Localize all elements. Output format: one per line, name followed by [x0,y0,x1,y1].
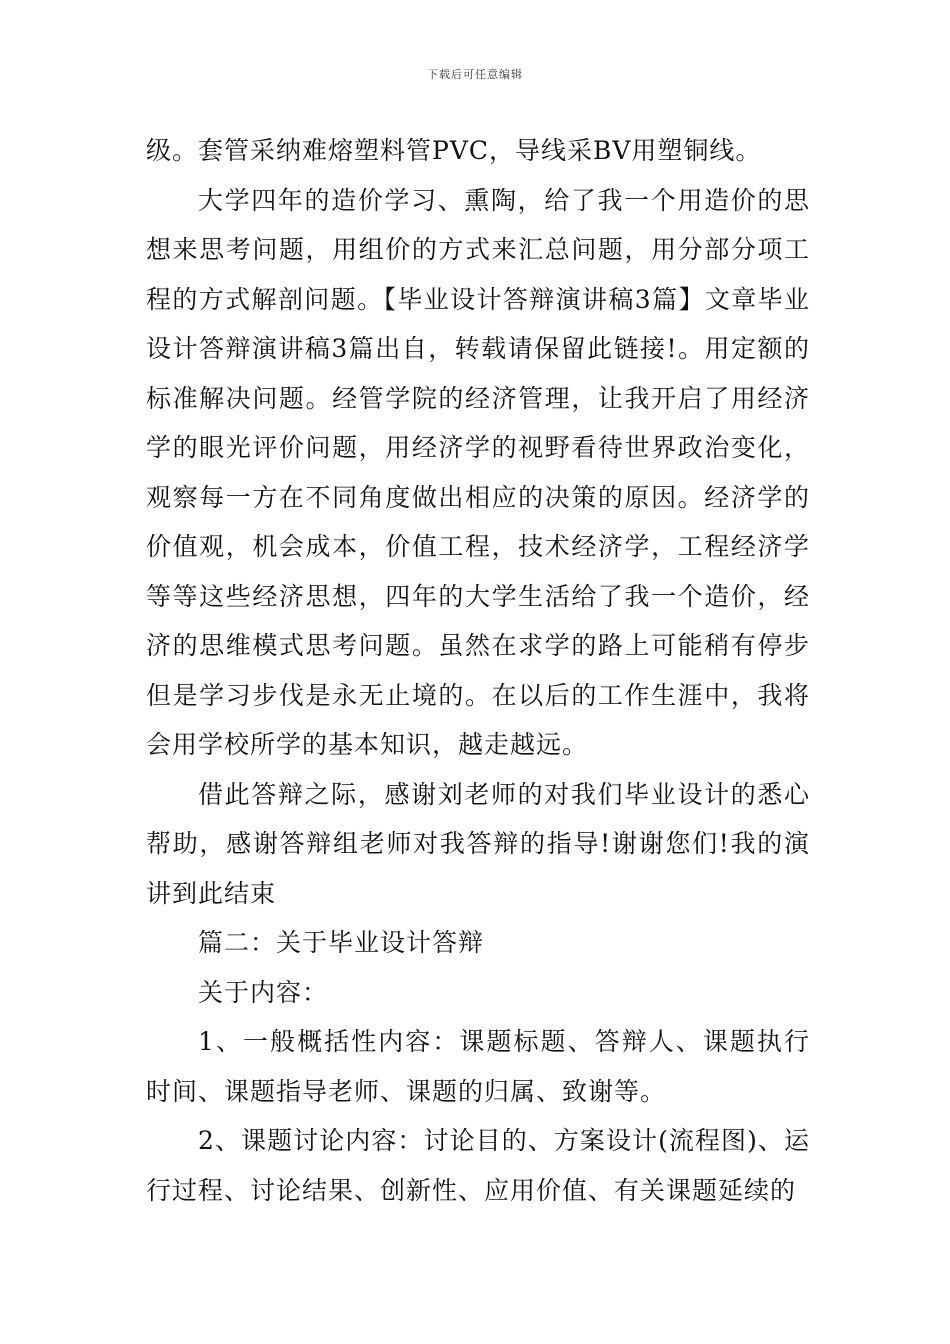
page-header-note: 下载后可任意编辑 [427,68,523,81]
list-item: 2、课题讨论内容：讨论目的、方案设计(流程图)、运行过程、讨论结果、创新性、应用价值、有关课题延续的 [146,1126,810,1205]
document-body [146,126,810,1215]
paragraph: 大学四年的造价学习、熏陶，给了我一个用造价的思想来思考问题，用组价的方式来汇总问题，用分部分项工程的方式解剖问题。【毕业设计答辩演讲稿3篇】文章毕业设计答辩演讲稿3篇出自，转载请保留此链接!。用定额的标准解决问题。经管学院的经济管理，让我开启了用经济学的眼光评价问题，用经济学的视野看待世界政治变化，观察每一方在不同角度做出相应的决策的原因。经济学的价值观，机会成本，价值工程，技术经济学，工程经济学等等这些经济思想，四年的大学生活给了我一个造价，经济的思维模式思考问题。虽然在求学的路上可能稍有停步但是学习步伐是永无止境的。在以后的工作生涯中，我将会用学校所学的基本知识，越走越远。 [146,185,810,759]
list-item: 1、一般概括性内容：课题标题、答辩人、课题执行时间、课题指导老师、课题的归属、致谢等。 [146,1027,810,1106]
paragraph: 级。套管采纳难熔塑料管PVC，导线采BV用塑铜线。 [146,136,762,165]
subheading: 关于内容： [198,977,329,1007]
section-heading: 篇二：关于毕业设计答辩 [198,928,485,957]
paragraph: 借此答辩之际，感谢刘老师的对我们毕业设计的悉心帮助，感谢答辩组老师对我答辩的指导!谢谢您们!我的演讲到此结束 [146,779,810,908]
